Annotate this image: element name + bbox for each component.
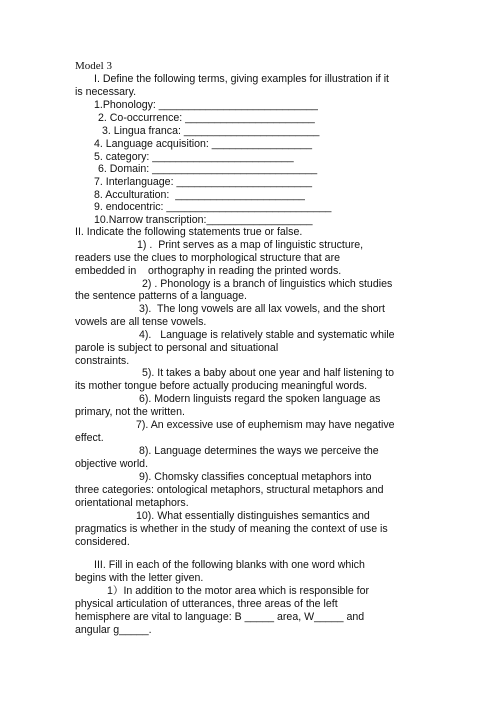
definition-item: 8. Acculturation: ______________________	[94, 189, 305, 201]
model-title: Model 3	[75, 60, 112, 72]
definition-item: 9. endocentric: ____________________________	[94, 201, 332, 213]
statement-line: 9). Chomsky classifies conceptual metaphors into	[139, 471, 372, 483]
statement-line: effect.	[75, 432, 104, 444]
statement-line: its mother tongue before actually producing meaningful words.	[75, 380, 368, 392]
definition-item: 3. Lingua franca: _______________________	[102, 125, 320, 137]
statement-line: 1) . Print serves as a map of linguistic structure,	[137, 239, 364, 251]
statement-line: 6). Modern linguists regard the spoken language as	[139, 393, 381, 405]
statement-line: three categories: ontological metaphors, structural metaphors and	[75, 484, 384, 496]
definition-item: 7. Interlanguage: _______________________	[94, 176, 312, 188]
statement-line: pragmatics is whether in the study of meaning the context of use is	[75, 523, 388, 535]
statement-line: objective world.	[75, 458, 149, 470]
statement-line: embedded in orthography in reading the printed words.	[75, 265, 342, 277]
definition-item: 5. category: ________________________	[94, 151, 294, 163]
fill-blank-line: 1）In addition to the motor area which is responsible for	[107, 585, 370, 597]
section1-heading-cont: is necessary.	[75, 86, 137, 98]
definition-item: 6. Domain: ____________________________	[98, 163, 318, 175]
statement-line: vowels are all tense vowels.	[75, 316, 207, 328]
definition-item: 4. Language acquisition: _________________	[94, 138, 312, 150]
section1-heading: I. Define the following terms, giving examples for illustration if it	[94, 73, 389, 85]
statement-line: considered.	[75, 536, 130, 548]
statement-line: orientational metaphors.	[75, 497, 189, 509]
fill-blank-line: physical articulation of utterances, three areas of the left	[75, 598, 338, 610]
fill-blank-line: hemisphere are vital to language: B _____ area, W_____ and	[75, 611, 365, 623]
section3-heading: III. Fill in each of the following blanks with one word which	[94, 559, 365, 571]
statement-line: 2) . Phonology is a branch of linguistics which studies	[142, 278, 393, 290]
statement-line: 8). Language determines the ways we perceive the	[139, 445, 379, 457]
statement-line: 7). An excessive use of euphemism may have negative	[136, 419, 395, 431]
definition-item: 1.Phonology: ___________________________	[94, 99, 318, 111]
statement-line: primary, not the written.	[75, 406, 185, 418]
statement-line: the sentence patterns of a language.	[75, 290, 247, 302]
section2-heading: II. Indicate the following statements true or false.	[75, 226, 303, 238]
statement-line: 3). The long vowels are all lax vowels, and the short	[139, 303, 385, 315]
statement-line: 5). It takes a baby about one year and half listening to	[142, 367, 395, 379]
definition-item: 10.Narrow transcription:__________________	[94, 214, 313, 226]
fill-blank-line: angular g_____.	[75, 624, 152, 636]
section3-heading-cont: begins with the letter given.	[75, 572, 204, 584]
statement-line: 10). What essentially distinguishes semantics and	[136, 510, 370, 522]
statement-line: constraints.	[75, 355, 130, 367]
statement-line: 4). Language is relatively stable and systematic while	[139, 329, 395, 341]
statement-line: parole is subject to personal and situational	[75, 342, 279, 354]
definition-item: 2. Co-occurrence: ______________________	[98, 112, 315, 124]
statement-line: readers use the clues to morphological structure that are	[75, 252, 340, 264]
